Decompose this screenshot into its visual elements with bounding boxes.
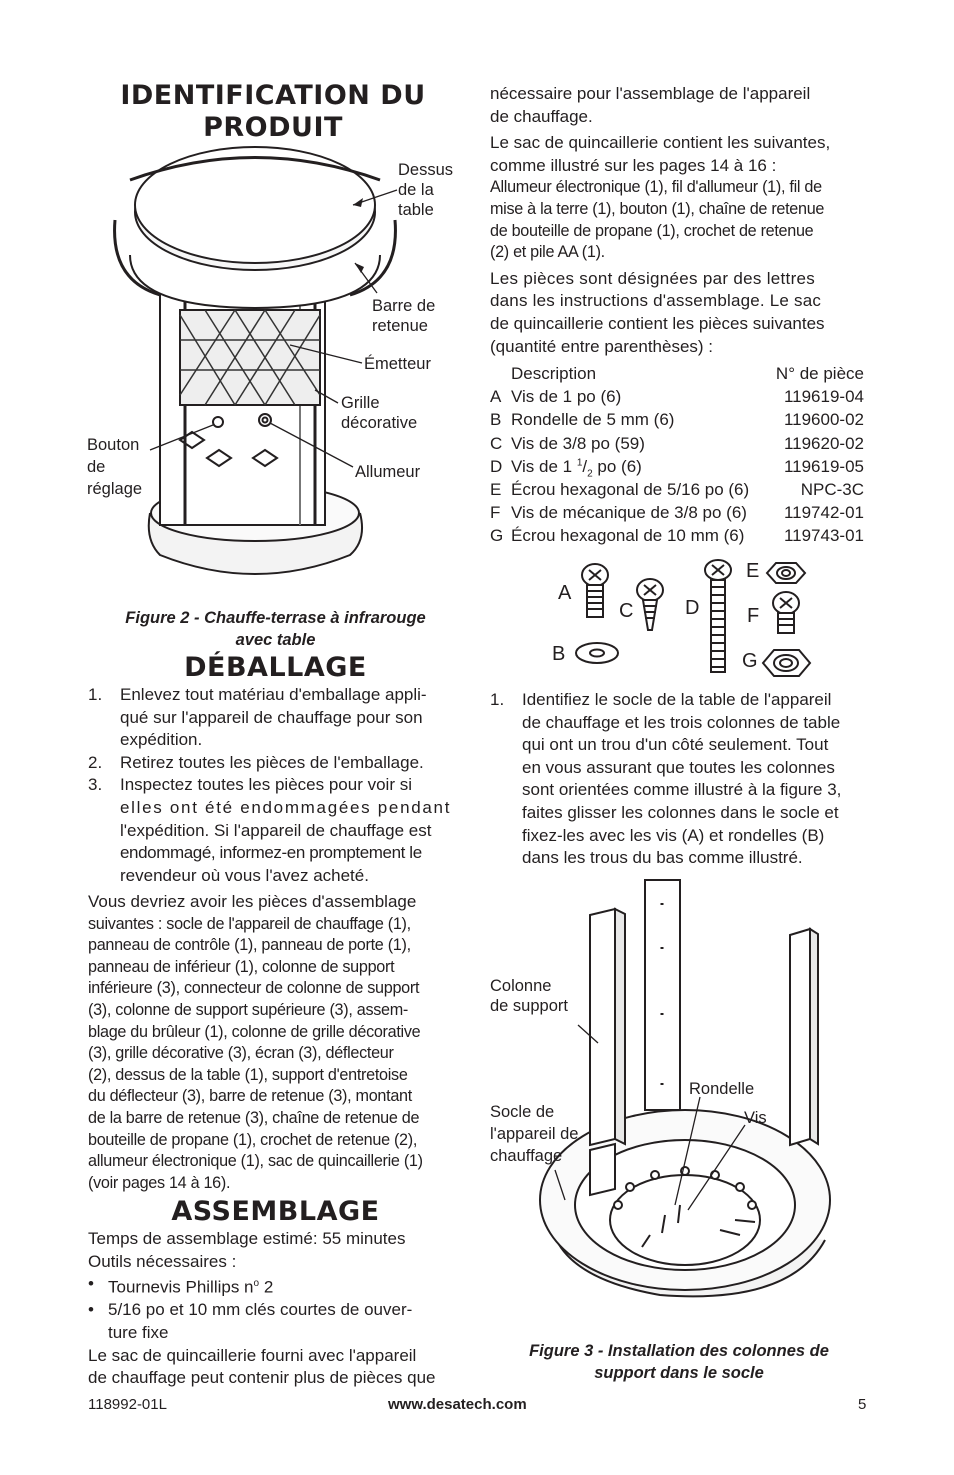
figure-3-caption: Figure 3 - Installation des colonnes de support dans le socle [529, 1342, 829, 1382]
label-allumeur: Allumeur [355, 463, 421, 481]
table-row: C Vis de 3/8 po (59) 119620-02 [490, 433, 864, 453]
label-barre-de-retenue: Barre de retenue [372, 297, 436, 335]
hw-letter-e: E [746, 560, 760, 582]
title-line: PRODUIT [203, 112, 343, 143]
tool-item: • 5/16 po et 10 mm clés courtes de ouver- ture fixe [88, 1300, 413, 1343]
table-row: D Vis de 1 $^1/_2$ po (6) 119619-05 [490, 456, 864, 480]
step-1 [490, 689, 868, 870]
hw-letter-g: G [742, 650, 758, 672]
hw-letter-b: B [552, 643, 566, 665]
assemblage-intro: Temps de assemblage estimé: 55 minutes Outils nécessaires : • Tournevis Phillips $n^o$ 2 • 5/16 po et 10 mm clés courtes de ouver- ture fixe Le sac de quincaillerie fourni avec l'appareil de chauffage peut contenir plus de pièces que [88, 1228, 464, 1390]
list-item: 2. Retirez toutes les pièces de l'emballage. [88, 752, 424, 772]
label-dessus: Dessus de la table [398, 161, 454, 219]
pieces-paragraph: Vous devriez avoir les pièces d'assemblage suivantes : socle de l'appareil de chauffage (1), panneau de contrôle (1), panneau de porte (1), panneau de inférieur (1), colonne de support inférieure (3), connecteur de colonne de support (3), colonne de support supérieure (3), assem- blage du brûleur (1), colonne de grille décorative (3), grille décorative (3), écran (3), déflecteur (2), dessus de la table (1), support d'entretoise du déflecteur (3), barre de retenue (3), montant de la barre de retenue (3), chaîne de retenue de bouteille de propane (1), crochet de retenue (2), allumeur électronique (1), sac de quincaillerie (1) (voir pages 14 à 16). [88, 892, 423, 1192]
tool-item: • Tournevis Phillips $n^o$ 2 [88, 1274, 274, 1297]
deballage-list [88, 684, 464, 887]
table-row: A Vis de 1 po (6) 119619-04 [490, 387, 864, 407]
label-bouton-de-reglage: Bouton de réglage [87, 436, 143, 498]
table-row: B Rondelle de 5 mm (6) 119600-02 [490, 410, 864, 430]
label-grille-decorative: Grille décorative [341, 394, 418, 432]
list-item: 1. Identifiez le socle de la table de l'appareil de chauffage et les trois colonnes de table qui ont un trou d'un côté seulement. Tout en vous assurant que toutes les colonnes sont orientées comme illustré à la figure 3, faites glisser les colonnes dans le socle et fixez-les avec les vis (A) et rondelles (B) dans les trous du bas comme illustré. [490, 690, 842, 868]
section-title-deballage: DÉBALLAGE [184, 652, 367, 683]
website-link[interactable]: www.desatech.com [388, 1396, 527, 1413]
table-row: F Vis de mécanique de 3/8 po (6) 119742-01 [490, 503, 864, 523]
hw-letter-c: C [619, 600, 634, 622]
hardware-illustration [555, 555, 815, 685]
right-intro: nécessaire pour l'assemblage de l'appareil de chauffage. Le sac de quincaillerie contient les suivantes, comme illustré sur les pages 14 à 16 : Allumeur électronique (1), fil d'allumeur (1), fil de mise à la terre (1), bouton (1), chaîne de retenue de bouteille de propane (1), crochet de retenue (2) et pile AA (1). Les pièces sont désignées par des lettres dans les instructions d'assemblage. Le sac de quincaillerie contient les pièces suivantes (quantité entre parenthèses) : [490, 84, 831, 356]
column-header: N° de pièce [775, 364, 864, 383]
section-title-assemblage: ASSEMBLAGE [171, 1196, 380, 1227]
hw-letter-a: A [558, 582, 572, 604]
hw-letter-f: F [747, 605, 760, 627]
document-code: 118992-01L [88, 1396, 167, 1413]
parts-table [490, 364, 864, 550]
label-socle: Socle de l'appareil de chauffage [490, 1103, 579, 1165]
label-colonne-de-support: Colonne de support [490, 977, 568, 1015]
label-emetteur: Émetteur [364, 355, 431, 373]
assembly-time: Temps de assemblage estimé: 55 minutes [88, 1229, 406, 1248]
label-vis: Vis [744, 1109, 767, 1127]
hw-letter-d: D [685, 597, 700, 619]
tools-label: Outils nécessaires : [88, 1251, 237, 1271]
list-item: 1. Enlevez tout matériau d'emballage appli- qué sur l'appareil de chauffage pour son expédition. [88, 685, 427, 750]
column-header: Description [511, 364, 597, 383]
figure-2-caption: Figure 2 - Chauffe-terrase à infrarouge avec table [125, 609, 426, 649]
page-number: 5 [858, 1396, 867, 1413]
label-rondelle: Rondelle [689, 1080, 755, 1098]
table-row: G Écrou hexagonal de 10 mm (6) 119743-01 [490, 526, 864, 546]
list-item: 3. Inspectez toutes les pièces pour voir si elles ont été endommagées pendant l'expédition. Si l'appareil de chauffage est endommagé, informez-en promptement le revendeur où vous l'avez acheté. [88, 775, 452, 885]
table-header-row [490, 364, 864, 387]
table-row: E Écrou hexagonal de 5/16 po (6) NPC-3C [490, 479, 864, 499]
section-title-identification [88, 80, 458, 144]
title-line: IDENTIFICATION DU [120, 80, 426, 111]
